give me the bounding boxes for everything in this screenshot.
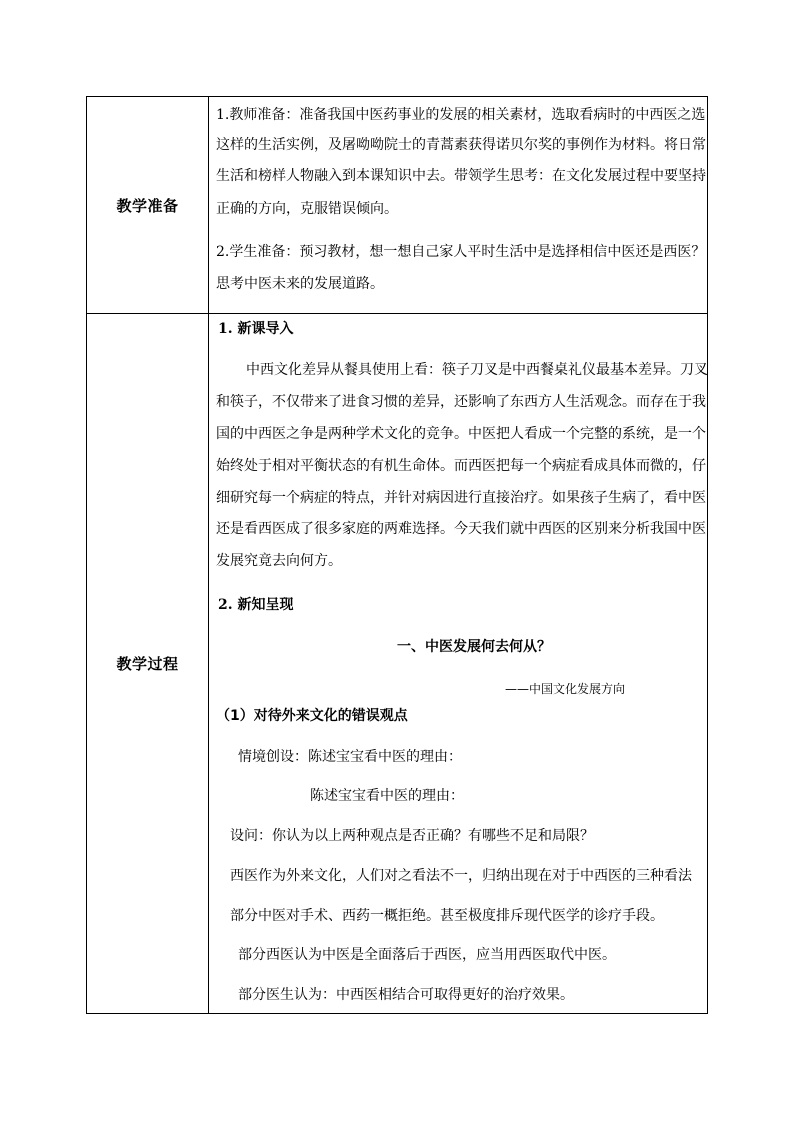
- section-heading-new-knowledge: 2. 新知呈现: [218, 597, 294, 613]
- intro-line: 发展究竟去向何方。: [216, 553, 342, 569]
- teaching-process-label: 教学过程: [116, 654, 179, 673]
- topic-title: 一、中医发展何去何从？: [397, 639, 551, 655]
- prep-line: 正确的方向，克服错误倾向。: [216, 201, 398, 217]
- row-label-cell: [87, 313, 209, 1013]
- intro-line: 始终处于相对平衡状态的有机生命体。而西医把每一个病症看成具体而微的，仔: [216, 458, 706, 474]
- intro-line: 国的中西医之争是两种学术文化的竞争。中医把人看成一个完整的系统，是一个: [216, 426, 706, 442]
- prep-line: 1.教师准备：准备我国中医药事业的发展的相关素材，选取看病时的中西医之选: [216, 107, 706, 123]
- section-heading-intro: 1. 新课导入: [218, 321, 294, 337]
- teaching-process-row: [87, 313, 707, 1013]
- teaching-preparation-label: 教学准备: [116, 196, 179, 215]
- teaching-preparation-row: [87, 97, 707, 314]
- topic-subtitle: ——中国文化发展方向: [505, 682, 626, 696]
- paragraph-line: 部分西医认为中医是全面落后于西医，应当用西医取代中医。: [238, 947, 616, 963]
- paragraph-line: 部分中医对手术、西药一概拒绝。甚至极度排斥现代医学的诊疗手段。: [230, 908, 664, 924]
- row-label-cell: [87, 97, 209, 313]
- teaching-process-content: [209, 313, 707, 1013]
- prep-line: 2.学生准备：预习教材，想一想自己家人平时生活中是选择相信中医还是西医？: [216, 244, 706, 260]
- intro-line: 细研究每一个病症的特点，并针对病因进行直接治疗。如果孩子生病了，看中医: [216, 490, 706, 506]
- scenario-line: 陈述宝宝看中医的理由：: [310, 788, 464, 804]
- intro-line: 还是看西医成了很多家庭的两难选择。今天我们就中西医的区别来分析我国中医: [216, 521, 706, 537]
- prep-line: 思考中医未来的发展道路。: [216, 276, 384, 292]
- paragraph-line: 西医作为外来文化，人们对之看法不一，归纳出现在对于中西医的三种看法: [230, 868, 692, 884]
- paragraph-line: 部分医生认为：中西医相结合可取得更好的治疗效果。: [238, 987, 574, 1003]
- prep-line: 这样的生活实例，及屠呦呦院士的青蒿素获得诺贝尔奖的事例作为材料。将日常: [216, 137, 706, 153]
- question-line: 设问：你认为以上两种观点是否正确？有哪些不足和局限？: [230, 828, 594, 844]
- prep-line: 生活和榜样人物融入到本课知识中去。带领学生思考：在文化发展过程中要坚持: [216, 168, 706, 184]
- scenario-line: 情境创设：陈述宝宝看中医的理由：: [238, 749, 462, 765]
- intro-line: 和筷子，不仅带来了进食习惯的差异，还影响了东西方人生活观念。而存在于我: [216, 394, 706, 410]
- lesson-plan-table: [86, 96, 708, 1014]
- teaching-preparation-content: [209, 97, 707, 313]
- sub-heading-wrong-views: （1）对待外来文化的错误观点: [216, 708, 408, 724]
- intro-line: 中西文化差异从餐具使用上看：筷子刀叉是中西餐桌礼仪最基本差异。刀叉: [246, 362, 708, 378]
